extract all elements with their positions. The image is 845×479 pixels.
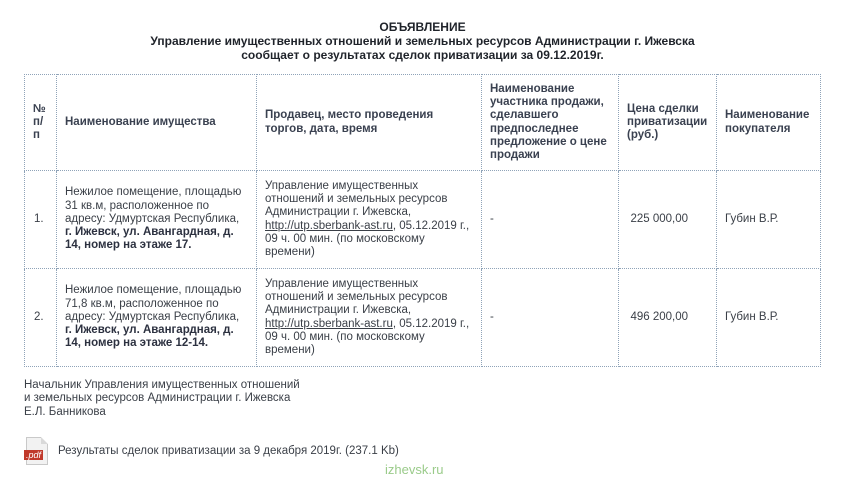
- auction-date-text: , 05.12.2019 г., 09 ч. 00 мин. (по московскому времени): [265, 317, 470, 356]
- buyer-name: Губин В.Р.: [717, 171, 821, 269]
- row-number: 1.: [25, 171, 57, 269]
- signature-name: Е.Л. Банникова: [24, 405, 106, 418]
- buyer-name: Губин В.Р.: [717, 269, 821, 367]
- table-header-row: [25, 75, 821, 171]
- deal-price: 496 200,00: [619, 269, 717, 367]
- signature-position-line1: Начальник Управления имущественных отношений: [24, 379, 300, 391]
- pdf-file-icon[interactable]: [26, 437, 48, 465]
- column-header-seller: Продавец, место проведения торгов, дата, время: [257, 75, 482, 171]
- table-row: [25, 171, 821, 269]
- privatization-results-table: [24, 74, 821, 367]
- property-description: [57, 269, 257, 367]
- column-header-participant: Наименование участника продажи, сделавшего предпоследнее предложение о цене продажи: [482, 75, 619, 171]
- auction-site-link[interactable]: http://utp.sberbank-ast.ru: [265, 317, 393, 330]
- announcement-subtitle: Управление имущественных отношений и земельных ресурсов Администрации г. Ижевска: [150, 34, 695, 48]
- table-row: [25, 269, 821, 367]
- auction-date-text: , 05.12.2019 г., 09 ч. 00 мин. (по московскому времени): [265, 219, 470, 258]
- property-text: Нежилое помещение, площадью 31 кв.м, расположенное по адресу: Удмуртская Республика,: [65, 186, 242, 225]
- signature-position-line2: и земельных ресурсов Администрации г. Ижевска: [24, 392, 291, 405]
- seller-text: Управление имущественных отношений и земельных ресурсов Администрации г. Ижевска,: [265, 179, 448, 219]
- column-header-property: Наименование имущества: [57, 75, 257, 171]
- column-header-price: Цена сделки приватизации (руб.): [619, 75, 717, 171]
- column-header-number: № п/п: [25, 75, 57, 171]
- site-watermark: izhevsk.ru: [385, 462, 444, 477]
- participant-name: -: [482, 269, 619, 367]
- column-header-buyer: Наименование покупателя: [717, 75, 821, 171]
- announcement-header: [0, 20, 845, 62]
- pdf-attachment-link[interactable]: [26, 436, 399, 466]
- seller-text: Управление имущественных отношений и земельных ресурсов Администрации г. Ижевска,: [265, 277, 448, 317]
- property-address: г. Ижевск, ул. Авангардная, д. 14, номер на этаже 17.: [65, 226, 234, 252]
- participant-name: -: [482, 171, 619, 269]
- announcement-date-line: сообщает о результатах сделок приватизации за 09.12.2019г.: [241, 48, 604, 62]
- seller-info: [257, 171, 482, 269]
- auction-site-link[interactable]: http://utp.sberbank-ast.ru: [265, 219, 393, 232]
- row-number: 2.: [25, 269, 57, 367]
- announcement-title: ОБЪЯВЛЕНИЕ: [379, 20, 466, 34]
- signature-block: [24, 379, 300, 419]
- pdf-icon-label: .pdf: [26, 450, 42, 460]
- attachment-title[interactable]: Результаты сделок приватизации за 9 декабря 2019г. (237.1 Kb): [58, 445, 399, 457]
- property-text: Нежилое помещение, площадью 71,8 кв.м, расположенное по адресу: Удмуртская Республика,: [65, 284, 242, 323]
- property-description: [57, 171, 257, 269]
- property-address: г. Ижевск, ул. Авангардная, д. 14, номер на этаже 12-14.: [65, 324, 234, 350]
- deal-price: 225 000,00: [619, 171, 717, 269]
- seller-info: [257, 269, 482, 367]
